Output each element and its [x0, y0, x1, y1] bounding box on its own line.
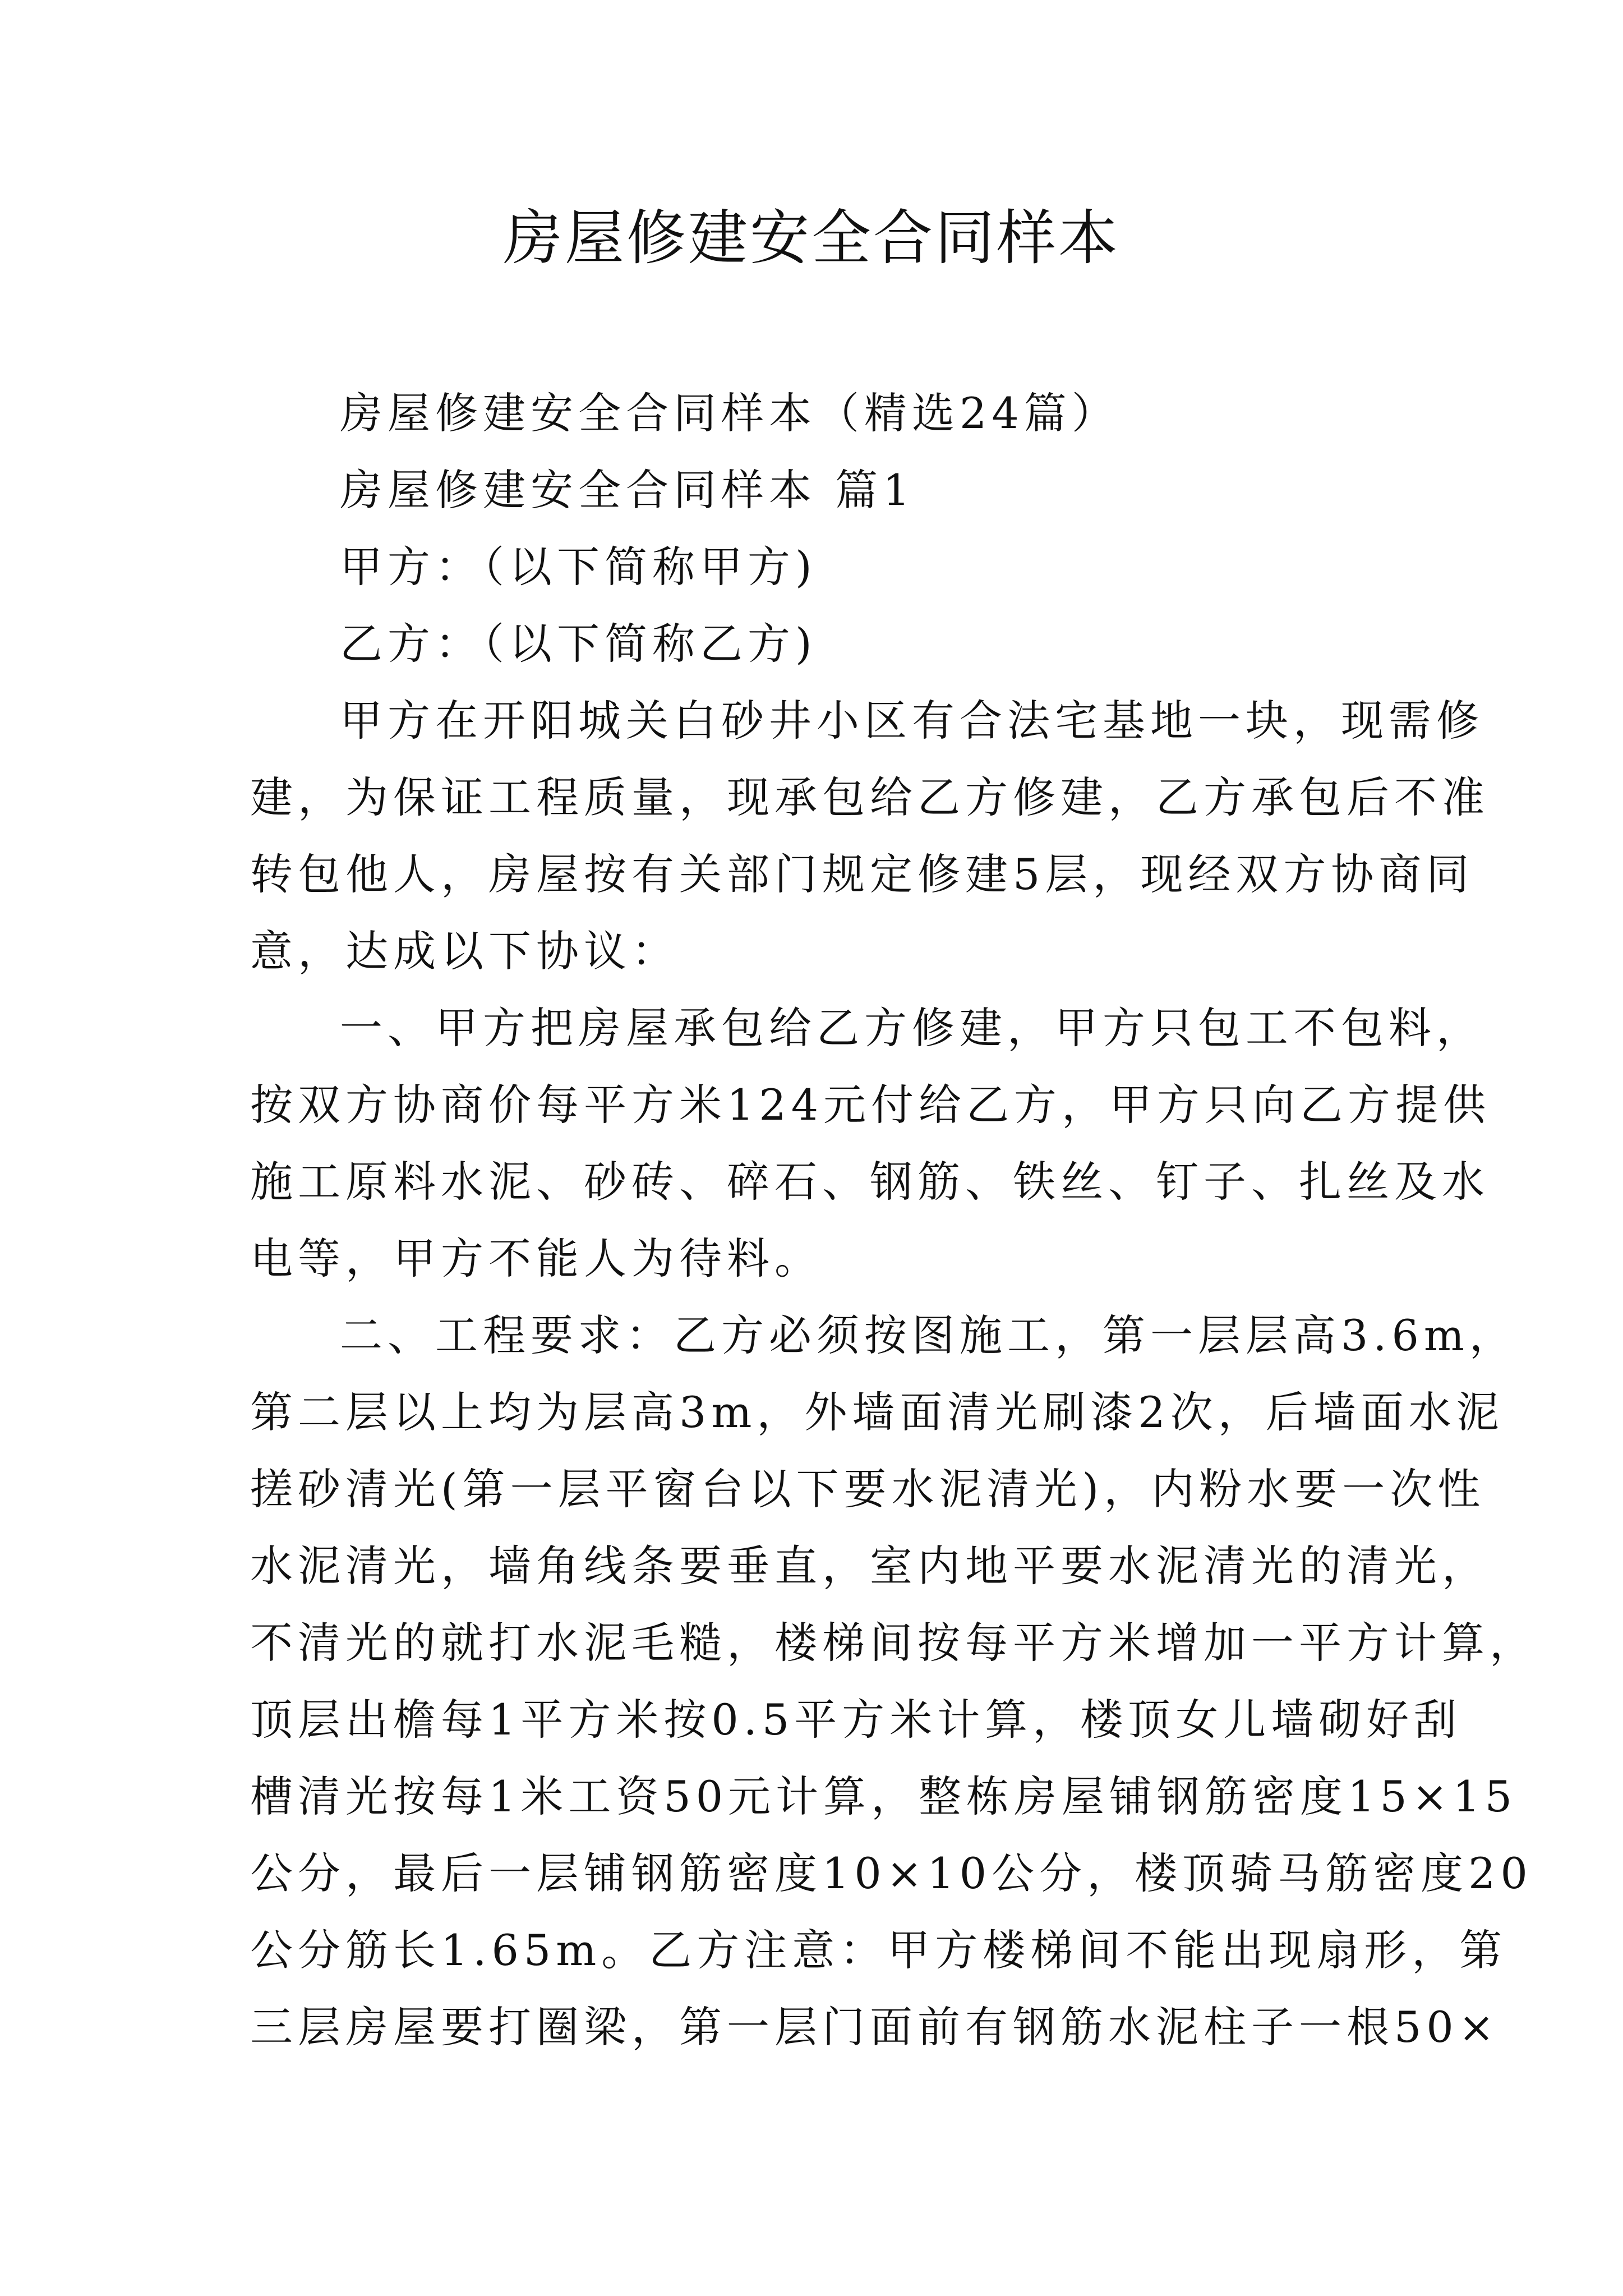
document-line: 甲方在开阳城关白砂井小区有合法宅基地一块，现需修	[340, 696, 1484, 746]
document-line: 房屋修建安全合同样本 篇1	[340, 465, 915, 515]
document-line: 槽清光按每1米工资50元计算，整栋房屋铺钢筋密度15×15	[250, 1772, 1518, 1821]
document-line: 顶层出檐每1平方米按0.5平方米计算，楼顶女儿墙砌好刮	[250, 1695, 1462, 1745]
document-line: 搓砂清光(第一层平窗台以下要水泥清光)，内粉水要一次性	[250, 1464, 1486, 1514]
document-title: 房屋修建安全合同样本	[503, 204, 1120, 273]
document-line: 一、甲方把房屋承包给乙方修建，甲方只包工不包料，	[340, 1003, 1484, 1053]
document-body	[250, 375, 1537, 2065]
document-line: 二、工程要求：乙方必须按图施工，第一层层高3.6m，	[340, 1310, 1517, 1360]
document-line: 公分，最后一层铺钢筋密度10×10公分，楼顶骑马筋密度20	[250, 1848, 1533, 1898]
document-line: 意，达成以下协议：	[250, 926, 679, 976]
document-line: 公分筋长1.65m。乙方注意：甲方楼梯间不能出现扇形，第	[250, 1925, 1507, 1975]
document-line: 房屋修建安全合同样本（精选24篇）	[340, 388, 1119, 438]
document-line: 施工原料水泥、砂砖、碎石、钢筋、铁丝、钉子、扎丝及水	[250, 1157, 1490, 1207]
document-line: 乙方：（以下简称乙方)	[340, 619, 817, 669]
document-line: 转包他人，房屋按有关部门规定修建5层，现经双方协商同	[250, 849, 1474, 899]
document-line: 三层房屋要打圈梁，第一层门面前有钢筋水泥柱子一根50×	[250, 2002, 1500, 2052]
document-line: 建，为保证工程质量，现承包给乙方修建，乙方承包后不准	[250, 772, 1490, 822]
document-line: 水泥清光，墙角线条要垂直，室内地平要水泥清光的清光，	[250, 1541, 1490, 1591]
document-line: 第二层以上均为层高3m，外墙面清光刷漆2次，后墙面水泥	[250, 1387, 1504, 1437]
document-line: 按双方协商价每平方米124元付给乙方，甲方只向乙方提供	[250, 1080, 1491, 1130]
document-line: 电等，甲方不能人为待料。	[250, 1234, 822, 1283]
document-line: 甲方：（以下简称甲方)	[340, 542, 817, 592]
document-line: 不清光的就打水泥毛糙，楼梯间按每平方米增加一平方计算，	[250, 1618, 1537, 1668]
